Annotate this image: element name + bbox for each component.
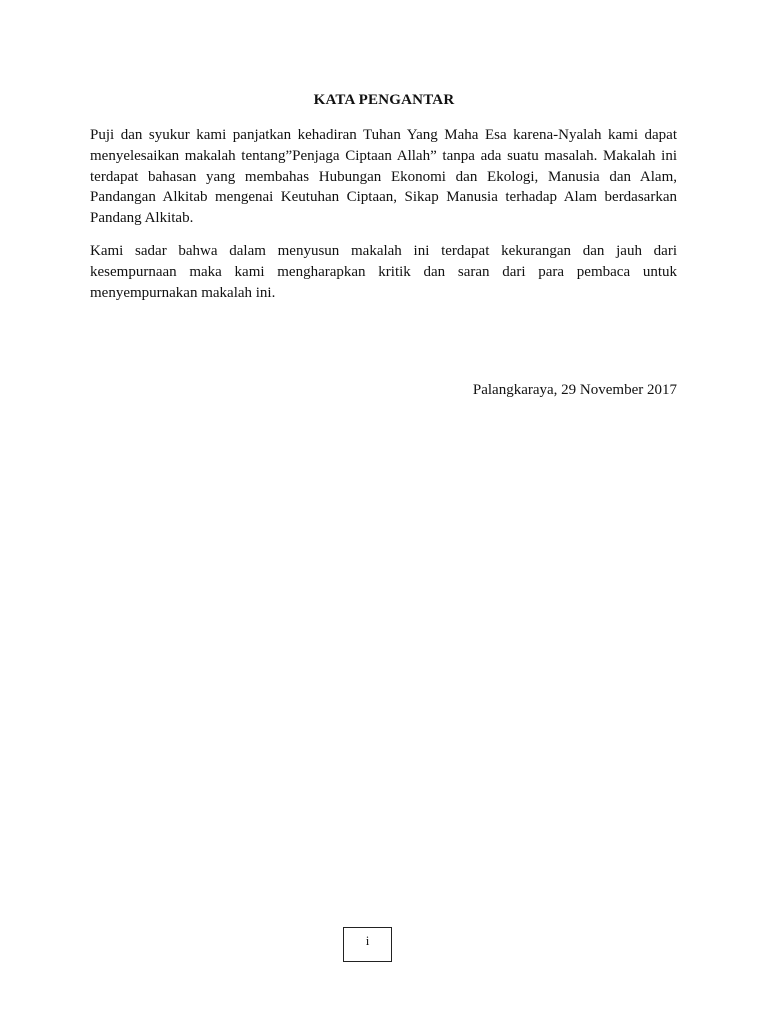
place-date-signoff: Palangkaraya, 29 November 2017 [472,382,677,398]
page-title: KATA PENGANTAR [313,92,455,108]
paragraph-closing: Kami sadar bahwa dalam menyusun makalah ini terdapat kekurangan dan jauh dari kesempurnaan maka kami mengharapkan kritik dan saran dari para pembaca untuk menyempurnakan makalah ini. [90,243,677,301]
page-number: i [343,927,392,962]
paragraph-intro: Puji dan syukur kami panjatkan kehadiran Tuhan Yang Maha Esa karena-Nyalah kami dapat menyelesaikan makalah tentang”Penjaga Ciptaan Allah” tanpa ada suatu masalah. Makalah ini terdapat bahasan yang membahas Hubungan Ekonomi dan Ekologi, Manusia dan Alam, Pandangan Alkitab mengenai Keutuhan Ciptaan, Sikap Manusia terhadap Alam berdasarkan Pandang Alkitab. [90,127,677,227]
